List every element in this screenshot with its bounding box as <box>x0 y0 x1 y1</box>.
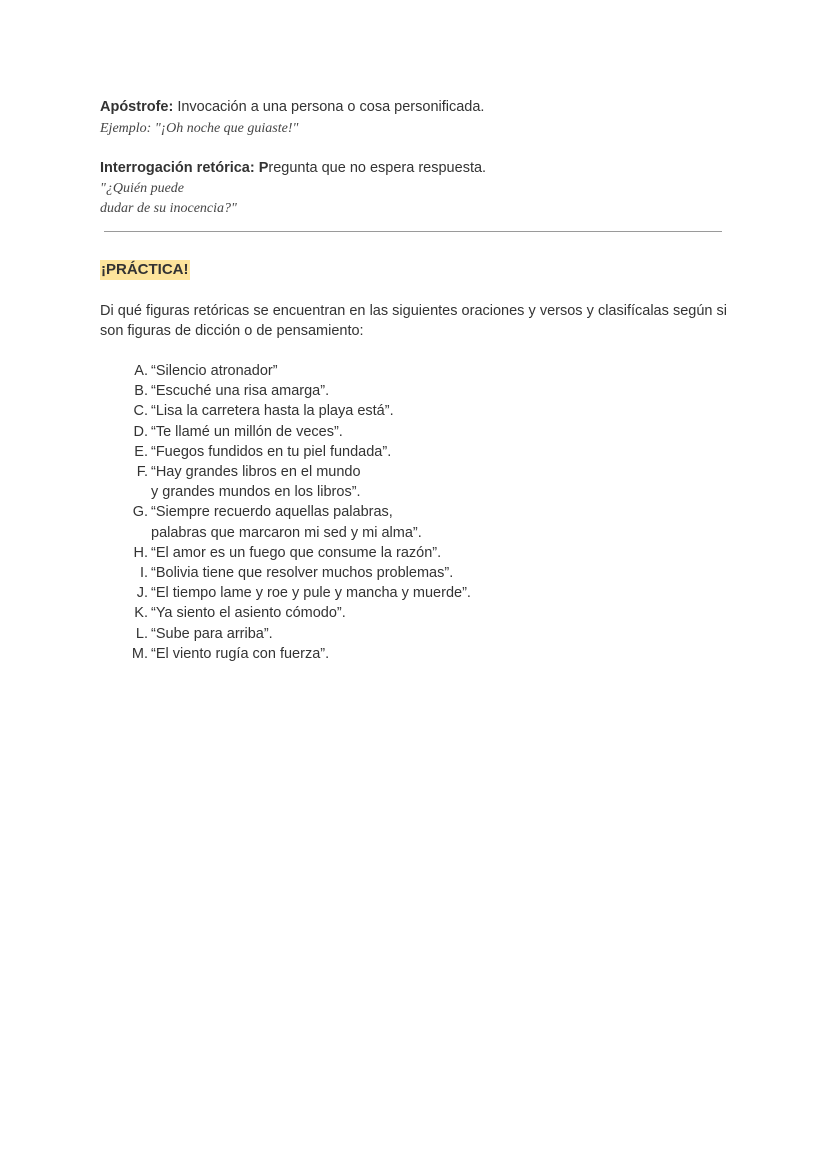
practice-item <box>100 361 700 381</box>
practice-item-text <box>149 422 343 442</box>
definition-apostrofe-text: Invocación a una persona o cosa personificada. <box>173 99 485 115</box>
practice-item-marker: I. <box>139 565 148 582</box>
practice-item-line: “El viento rugía con fuerza”. <box>151 645 330 662</box>
practice-item-marker: H. <box>133 544 148 561</box>
practice-item-text <box>149 543 441 563</box>
term-interrogacion: Interrogación retórica: P <box>100 160 269 176</box>
practice-item-text <box>149 442 391 462</box>
term-apostrofe: Apóstrofe: <box>100 99 174 115</box>
practice-item-text <box>149 502 422 542</box>
example-interrogacion-line1: "¿Quién puede <box>100 181 185 196</box>
practice-item <box>100 583 700 603</box>
practice-item-text <box>149 462 361 502</box>
practice-item-line: “Escuché una risa amarga”. <box>151 383 330 400</box>
practice-item-line: “Te llamé un millón de veces”. <box>151 423 343 440</box>
practice-item-marker: F. <box>136 464 148 481</box>
practice-item-marker: G. <box>132 504 148 521</box>
practice-item-text <box>149 563 453 583</box>
practice-item-marker: K. <box>134 605 148 622</box>
practice-item-marker: C. <box>133 403 148 420</box>
practice-item <box>100 644 700 664</box>
practice-item-line: palabras que marcaron mi sed y mi alma”. <box>151 524 422 541</box>
practice-item <box>100 603 700 623</box>
practice-item <box>100 563 700 583</box>
practice-instructions: Di qué figuras retóricas se encuentran en las siguientes oraciones y versos y clasifícalas según si son figuras de dicción o de pensamiento: <box>100 303 727 339</box>
practice-item-line: y grandes mundos en los libros”. <box>151 484 361 501</box>
practice-item <box>100 422 700 442</box>
practice-item-text <box>149 644 329 664</box>
practice-item-line: “El amor es un fuego que consume la razón”. <box>151 544 442 561</box>
practice-item <box>100 624 700 644</box>
definition-interrogacion <box>100 160 486 176</box>
definition-interrogacion-text: regunta que no espera respuesta. <box>268 160 487 176</box>
practice-item-marker: A. <box>134 363 148 379</box>
practice-item-marker: D. <box>133 423 148 440</box>
example-apostrofe: Ejemplo: "¡Oh noche que guiaste!" <box>100 121 299 136</box>
practice-item-text <box>149 603 346 623</box>
practice-list <box>100 361 700 664</box>
practice-item-text <box>149 361 278 381</box>
practice-item <box>100 502 700 542</box>
practice-item-line: “Hay grandes libros en el mundo <box>151 464 361 481</box>
practice-item-line: “Bolivia tiene que resolver muchos problemas”. <box>151 565 454 582</box>
practice-item-line: “Ya siento el asiento cómodo”. <box>151 605 346 622</box>
practice-item <box>100 401 700 421</box>
practice-item-marker: B. <box>134 383 148 400</box>
practice-item-marker: E. <box>134 443 148 460</box>
practice-item-marker: L. <box>135 625 148 642</box>
practice-item <box>100 543 700 563</box>
practice-item-marker: M. <box>131 645 148 662</box>
practice-item <box>100 442 700 462</box>
practice-item-line: “Silencio atronador” <box>151 363 278 379</box>
practice-item <box>100 381 700 401</box>
practice-item-line: “Lisa la carretera hasta la playa está”. <box>151 403 394 420</box>
practice-item-text <box>149 401 394 421</box>
practice-item-line: “Sube para arriba”. <box>151 625 273 642</box>
practice-heading: ¡PRÁCTICA! <box>101 261 189 278</box>
practice-item-text <box>149 624 273 644</box>
practice-item-marker: J. <box>136 585 148 602</box>
practice-item-line: “Fuegos fundidos en tu piel fundada”. <box>151 443 392 460</box>
practice-item <box>100 462 700 502</box>
section-divider <box>104 231 722 232</box>
practice-item-text <box>149 583 471 603</box>
practice-item-text <box>149 381 329 401</box>
example-interrogacion-line2: dudar de su inocencia?" <box>100 201 237 216</box>
definition-apostrofe <box>100 99 484 115</box>
practice-item-line: “Siempre recuerdo aquellas palabras, <box>151 504 393 521</box>
practice-item-line: “El tiempo lame y roe y pule y mancha y muerde”. <box>151 585 471 602</box>
